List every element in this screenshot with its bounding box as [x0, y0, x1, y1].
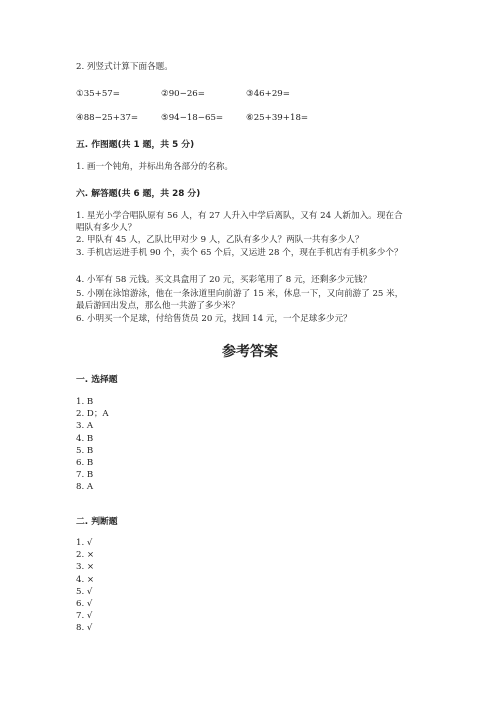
section-5-heading: 五. 作图题(共 1 题，共 5 分) — [76, 140, 195, 150]
answer-item: 6. √ — [76, 599, 93, 610]
answer-item: 3. × — [76, 562, 95, 573]
answer-item: 7. B — [76, 470, 94, 481]
calc-item: ③46+29= — [246, 89, 290, 99]
section-6-question-4: 4. 小军有 58 元钱。买文具盒用了 20 元，买彩笔用了 8 元，还剩多少元钱？ — [76, 275, 372, 285]
answer-item: 8. √ — [76, 623, 93, 634]
answer-part-2-heading: 二. 判断题 — [76, 517, 118, 527]
section-6-question-2: 2. 甲队有 45 人，乙队比甲对少 9 人，乙队有多少人？两队一共有多少人？ — [76, 235, 364, 245]
answer-part-1-heading: 一. 选择题 — [76, 375, 118, 385]
answer-item: 6. B — [76, 458, 94, 469]
answer-item: 3. A — [76, 421, 94, 432]
answer-item: 5. B — [76, 445, 94, 456]
answer-item: 1. B — [76, 397, 94, 407]
answer-item: 7. √ — [76, 611, 93, 622]
answer-item: 8. A — [76, 482, 94, 493]
answer-item: 1. √ — [76, 538, 93, 548]
calc-item: ⑤94−18−65= — [161, 113, 224, 123]
answer-item: 5. √ — [76, 586, 93, 597]
calc-item: ④88−25+37= — [76, 113, 139, 123]
answer-item: 4. × — [76, 574, 95, 585]
calc-item: ②90−26= — [161, 89, 205, 99]
section-6-question-3: 3. 手机店运进手机 90 个，卖个 65 个后，又运进 28 个，现在手机店有手机多少个？ — [76, 248, 403, 258]
section-6-question-1: 1. 星光小学合唱队原有 56 人，有 27 人升入中学后离队，又有 24 人新加入。现在合唱队有多少人？ — [76, 211, 403, 233]
section-5-question-1: 1. 画一个钝角，并标出角各部分的名称。 — [76, 162, 234, 172]
answer-item: 2. D；A — [76, 409, 109, 420]
answer-key-title: 参考答案 — [222, 344, 278, 360]
answer-part-1-list — [76, 396, 109, 494]
calc-item: ⑥25+39+18= — [246, 113, 309, 123]
section-6-question-5: 5. 小刚在泳馆游泳，他在一条泳道里向前游了 15 米，休息一下，又向前游了 25 米，最后游回出发点，那么他一共游了多少米？ — [76, 289, 404, 311]
calc-item: ①35+57= — [76, 89, 120, 99]
answer-item: 2. × — [76, 550, 95, 561]
answer-item: 4. B — [76, 433, 94, 444]
section-6-heading: 六. 解答题(共 6 题，共 28 分) — [76, 189, 201, 199]
answer-part-2-list — [76, 537, 94, 635]
section-6-question-6: 6. 小明买一个足球，付给售货员 20 元，找回 14 元，一个足球多少元？ — [76, 314, 352, 324]
question-2-title: 2. 列竖式计算下面各题。 — [76, 62, 173, 72]
